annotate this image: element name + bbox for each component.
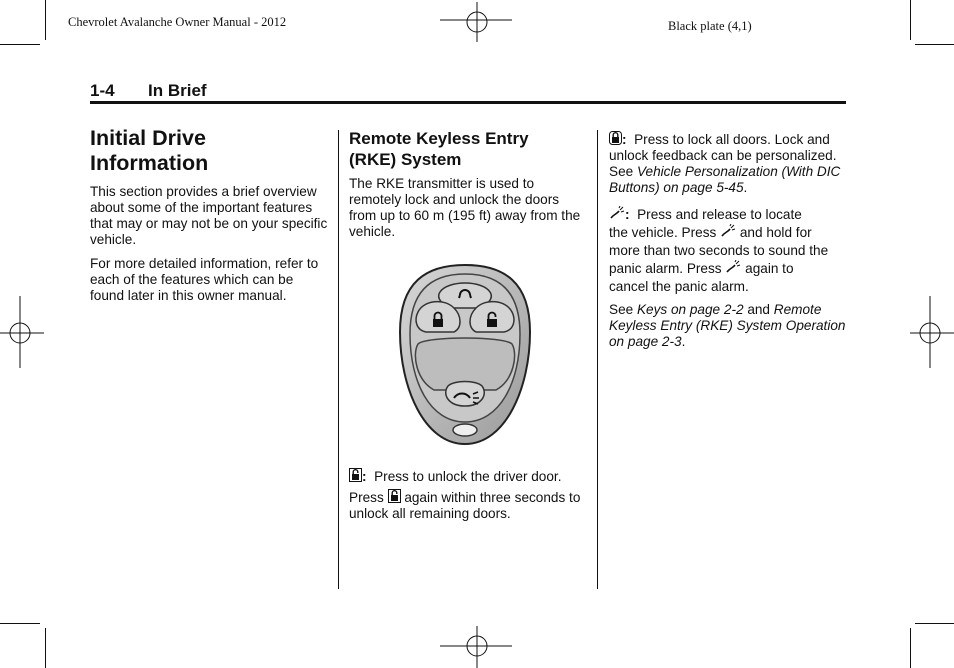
panic-description: : Press and release to locate the vehicle. Press and hold for more than two seconds to sound the panic alarm. Press again to cancel the panic alarm. — [609, 207, 829, 294]
paragraph: This section provides a brief overview about some of the important features that may or may not be on your specific vehicle. — [90, 184, 328, 247]
crop-mark — [910, 628, 911, 668]
lock-icon — [609, 131, 622, 145]
crop-mark — [45, 0, 46, 40]
unlock-description: : Press to unlock the driver door. Press again within three seconds to unlock all remaining doors. — [349, 469, 581, 521]
section-number: 1-4 — [90, 81, 115, 100]
crop-mark — [910, 0, 911, 40]
panic-horn-icon — [609, 206, 625, 220]
crop-mark — [915, 44, 954, 45]
crop-mark — [45, 628, 46, 668]
key-fob-illustration — [396, 262, 534, 448]
unlock-icon — [388, 489, 401, 503]
panic-horn-icon — [725, 260, 741, 274]
crop-mark — [915, 623, 954, 624]
unlock-icon — [349, 468, 362, 482]
column-3 — [609, 131, 849, 358]
see-also-paragraph: See Keys on page 2-2 and Remote Keyless Entry (RKE) System Operation on page 2-3. — [609, 302, 846, 349]
reference-link[interactable]: Keys on page 2-2 — [636, 302, 744, 317]
plate-label: Black plate (4,1) — [668, 19, 752, 33]
heading-rke-system: Remote Keyless Entry (RKE) System — [349, 129, 529, 169]
crop-mark — [0, 623, 40, 624]
crop-mark — [0, 44, 40, 45]
heading-initial-drive: Initial Drive Information — [90, 126, 209, 175]
header-rule — [90, 101, 846, 104]
column-divider — [338, 130, 339, 589]
panic-horn-icon — [720, 224, 736, 238]
registration-mark-bottom — [440, 626, 516, 668]
column-2 — [349, 128, 589, 248]
registration-mark-top — [440, 2, 516, 42]
section-name: In Brief — [148, 81, 207, 100]
paragraph: The RKE transmitter is used to remotely lock and unlock the doors from up to 60 m (195 ft) away from the vehicle. — [349, 176, 581, 239]
paragraph: For more detailed information, refer to each of the features which can be found later in this owner manual. — [90, 256, 319, 303]
column-1 — [90, 126, 330, 312]
registration-mark-left — [0, 296, 44, 372]
lock-description: : Press to lock all doors. Lock and unlock feedback can be personalized. See Vehicle Personalization (With DIC Buttons) on page 5-45. — [609, 132, 841, 195]
manual-title: Chevrolet Avalanche Owner Manual - 2012 — [68, 15, 287, 29]
registration-mark-right — [910, 296, 954, 372]
column-divider — [597, 130, 598, 589]
reference-link[interactable]: Remote Keyless Entry (RKE) System Operation on page 2-3 — [609, 302, 846, 349]
